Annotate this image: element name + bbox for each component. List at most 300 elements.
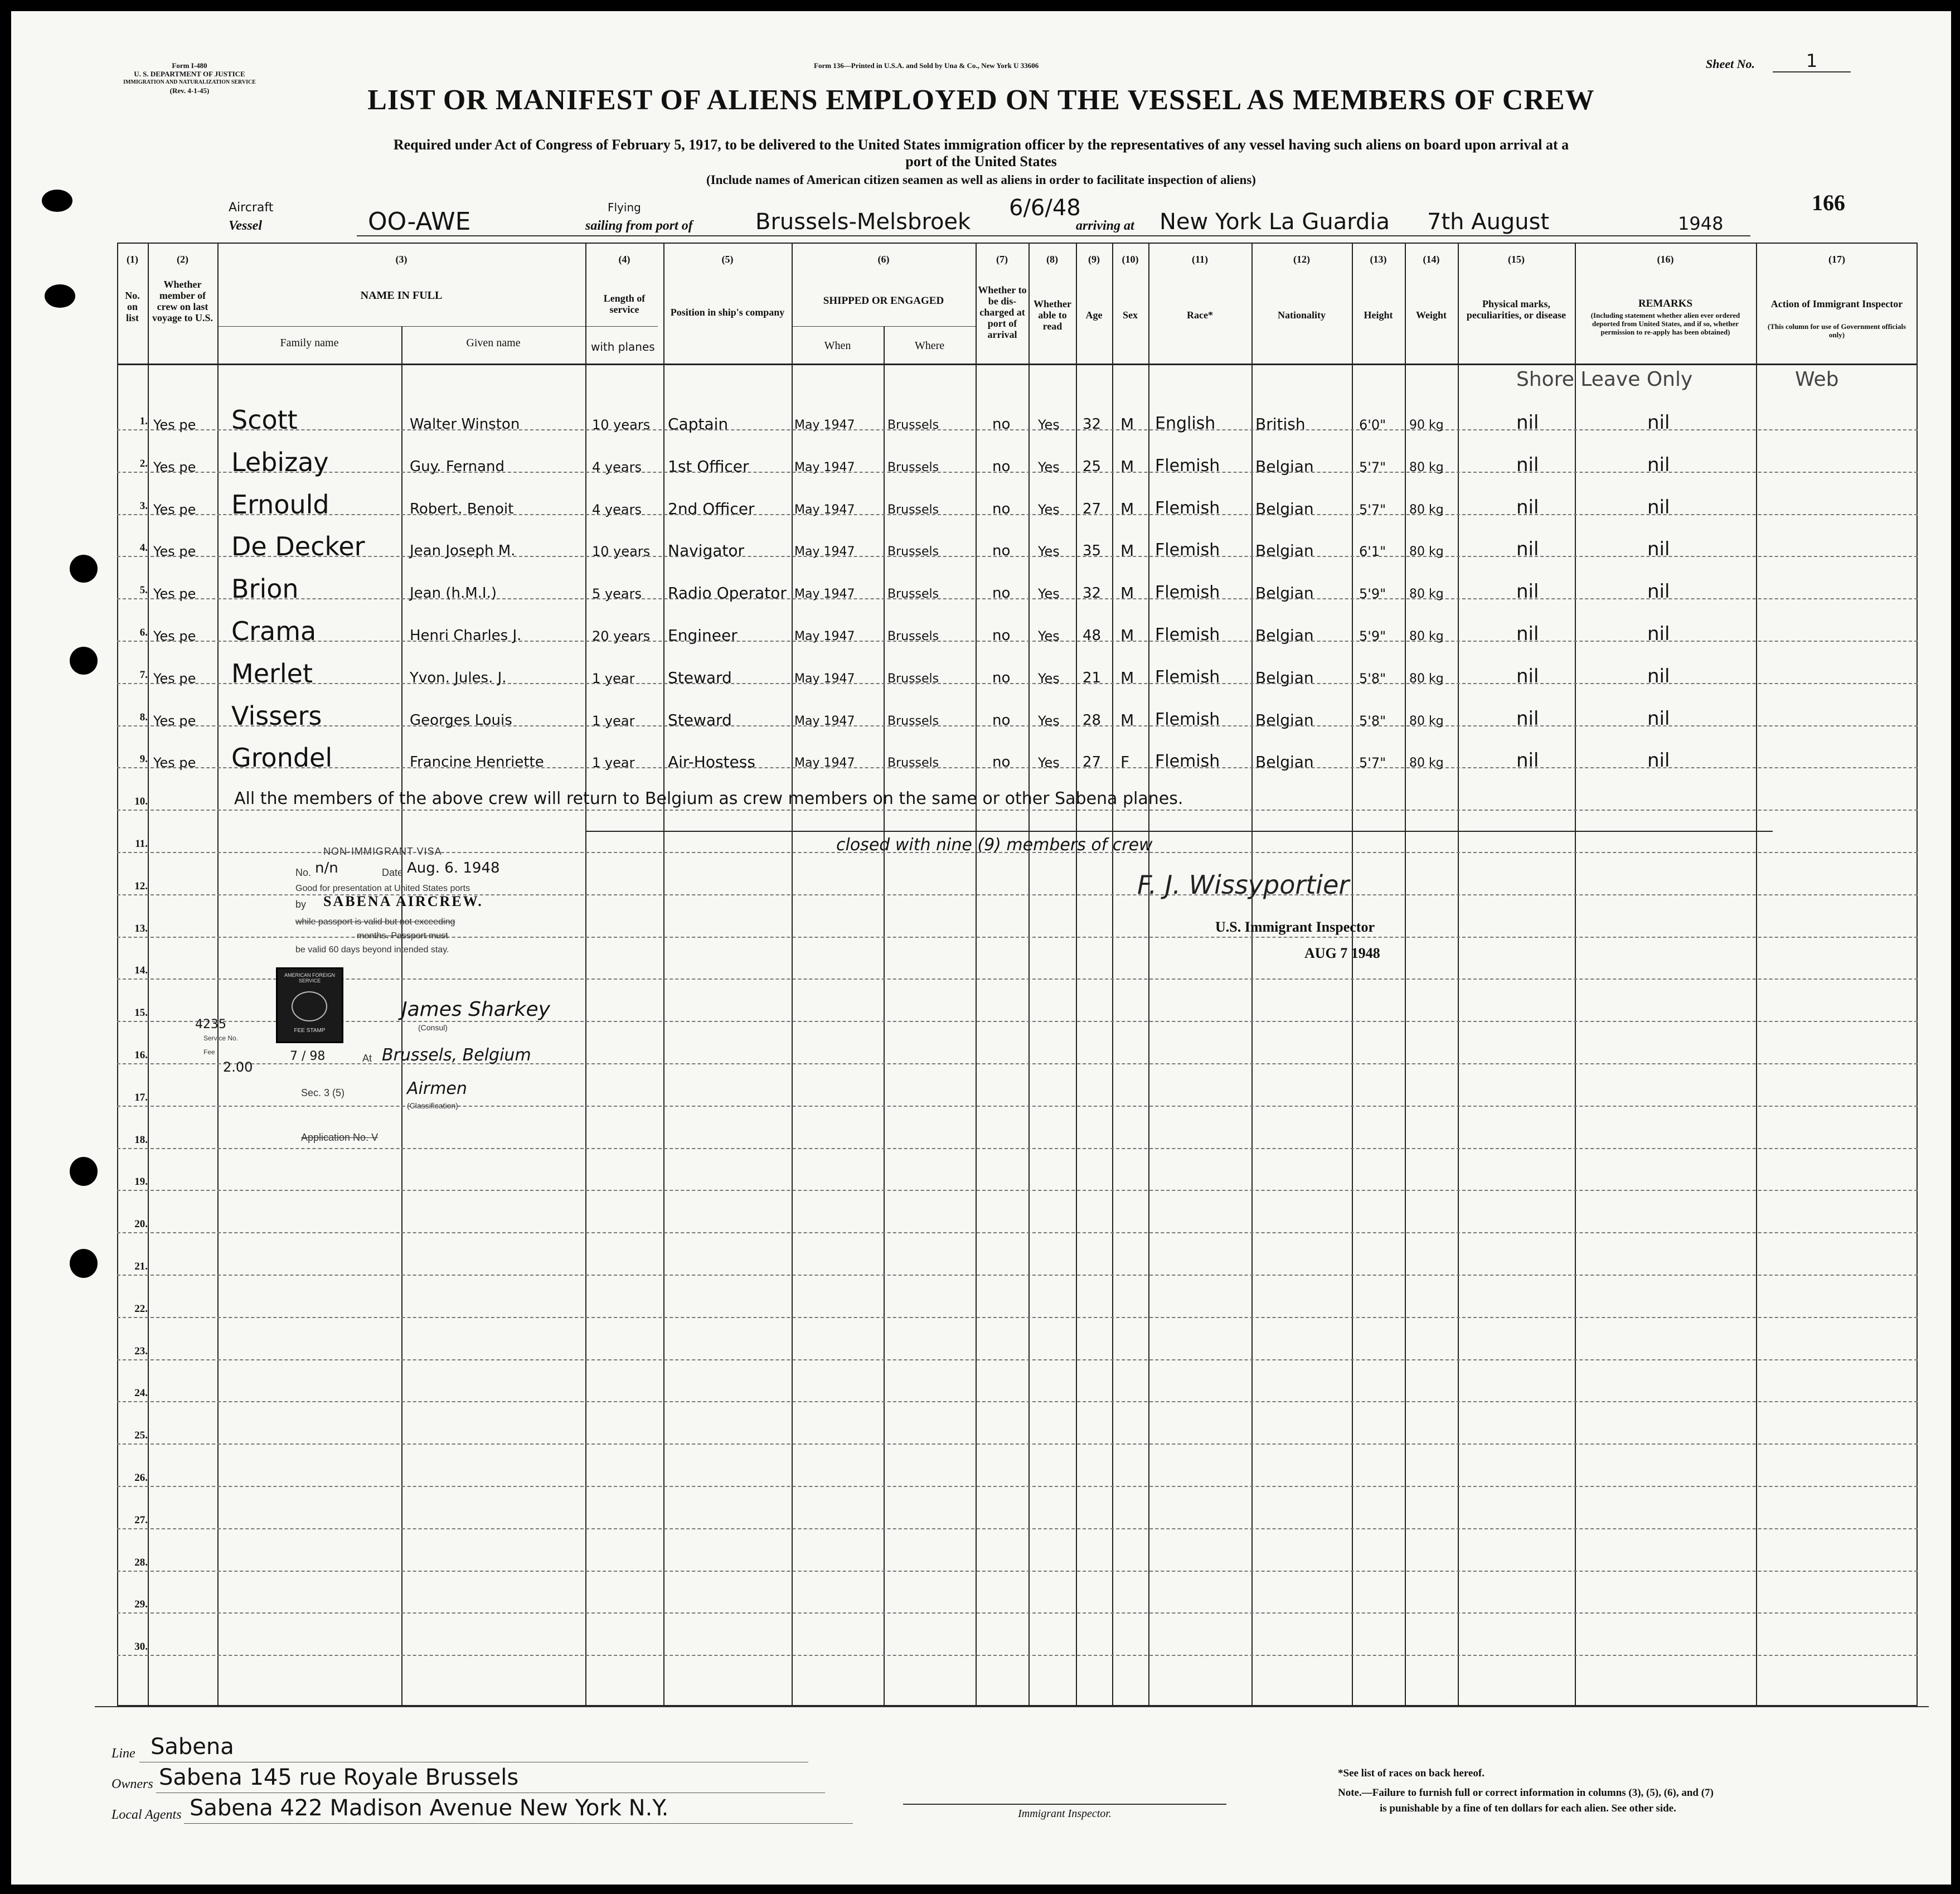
row-line <box>117 1190 1918 1191</box>
agents-value: Sabena 422 Madison Avenue New York N.Y. <box>190 1795 669 1821</box>
col-num-6: (6) <box>877 254 890 265</box>
visa-line-2: while passport is valid but not exceeding <box>295 917 455 927</box>
hdr-sex: Sex <box>1123 309 1138 321</box>
agents-label: Local Agents <box>111 1808 182 1822</box>
physical-marks-cell: nil <box>1516 623 1539 645</box>
shipped-where-cell: Brussels <box>887 714 939 728</box>
given-name-cell: Robert. Benoit <box>410 500 514 517</box>
fee-label: Fee <box>203 1048 215 1056</box>
row-line <box>117 1486 1918 1487</box>
arrival-year: 1948 <box>1678 213 1724 234</box>
able-to-read-cell: Yes <box>1038 670 1060 686</box>
classification-value: Airmen <box>407 1079 467 1098</box>
fee-value: 2.00 <box>223 1059 253 1075</box>
classification-label: (Classification) <box>407 1101 458 1110</box>
given-name-cell: Jean (h.M.I.) <box>410 585 497 602</box>
age-cell: 25 <box>1083 458 1102 475</box>
physical-marks-cell: nil <box>1516 580 1539 603</box>
remarks-cell: nil <box>1647 496 1670 519</box>
remarks-cell: nil <box>1647 580 1670 603</box>
sex-cell: M <box>1120 541 1134 560</box>
race-cell: Flemish <box>1155 456 1220 476</box>
able-to-read-cell: Yes <box>1038 544 1060 560</box>
able-to-read-cell: Yes <box>1038 628 1060 644</box>
nationality-cell: Belgian <box>1255 457 1314 476</box>
position-cell: Engineer <box>668 626 738 645</box>
weight-cell: 80 kg <box>1409 714 1444 728</box>
sex-cell: M <box>1120 415 1134 433</box>
vessel-handwritten: Aircraft <box>229 201 274 215</box>
given-name-cell: Henri Charles J. <box>410 627 522 644</box>
col-num-4: (4) <box>618 254 630 265</box>
department: U. S. DEPARTMENT OF JUSTICE <box>134 70 245 78</box>
position-cell: Air-Hostess <box>668 753 755 772</box>
given-name-cell: Guy. Fernand <box>410 458 504 475</box>
inspector-signature: F. J. Wissyportier <box>1137 870 1350 900</box>
row-number: 10. <box>134 796 148 808</box>
row-number: 7. <box>139 669 148 681</box>
shipped-when-cell: May 1947 <box>794 418 855 432</box>
service-cell: 5 years <box>592 586 642 602</box>
last-voyage-cell: Yes pe <box>153 628 196 644</box>
departure-date: 6/6/48 <box>1009 195 1081 221</box>
age-cell: 32 <box>1083 416 1102 433</box>
remarks-cell: nil <box>1647 411 1670 434</box>
page-title: LIST OR MANIFEST OF ALIENS EMPLOYED ON THE VESSEL AS MEMBERS OF CREW <box>367 84 1595 116</box>
hdr-height: Height <box>1364 309 1393 321</box>
footer-rule <box>95 1706 1929 1707</box>
fee-stamp-seal-icon <box>292 991 327 1021</box>
row-line <box>117 810 1918 811</box>
row-line <box>117 1655 1918 1656</box>
arrival-date: 7th August <box>1427 209 1550 235</box>
family-name-cell: Merlet <box>231 658 313 689</box>
sailing-label: sailing from port of <box>585 219 693 233</box>
row-line <box>117 1571 1918 1572</box>
row-line <box>117 1401 1918 1402</box>
age-cell: 35 <box>1083 542 1102 560</box>
race-cell: Flemish <box>1155 667 1220 687</box>
given-name-cell: Yvon. Jules. J. <box>410 669 507 686</box>
row-number: 5. <box>139 584 148 597</box>
row-number: 18. <box>134 1134 148 1146</box>
hdr-inspector-action: Action of Immigrant Inspector <box>1770 298 1903 309</box>
family-name-cell: Scott <box>231 405 298 435</box>
service-cell: 4 years <box>592 459 642 475</box>
col-num-1: (1) <box>127 254 138 265</box>
race-cell: English <box>1155 414 1216 433</box>
row-line <box>117 1232 1918 1233</box>
remarks-cell: nil <box>1647 538 1670 561</box>
position-cell: 2nd Officer <box>668 499 755 518</box>
fee-stamp-label: FEE STAMP <box>294 1028 326 1034</box>
row-line <box>117 1148 1918 1149</box>
remarks-cell: nil <box>1647 707 1670 730</box>
row-line <box>117 1612 1918 1614</box>
sailing-handwritten: Flying <box>608 201 641 214</box>
race-cell: Flemish <box>1155 625 1220 645</box>
shore-leave-note: Shore Leave Only <box>1516 368 1693 391</box>
col-num-17: (17) <box>1828 254 1845 265</box>
position-cell: 1st Officer <box>668 457 749 476</box>
visa-line-1: Good for presentation at United States ports <box>295 884 470 893</box>
discharged-cell: no <box>992 711 1011 729</box>
inspector-signature-line <box>903 1804 1226 1805</box>
position-cell: Radio Operator <box>668 584 787 603</box>
discharged-cell: no <box>992 458 1011 475</box>
col-num-14: (14) <box>1423 254 1440 265</box>
physical-marks-cell: nil <box>1516 665 1539 687</box>
visa-line-4: be valid 60 days beyond intended stay. <box>295 945 449 955</box>
footnote-races: *See list of races on back hereof. <box>1338 1767 1484 1779</box>
height-cell: 5'7" <box>1359 501 1386 517</box>
family-name-cell: Lebizay <box>231 447 329 477</box>
age-cell: 27 <box>1083 754 1102 771</box>
position-cell: Steward <box>668 710 732 729</box>
closed-note: closed with nine (9) members of crew <box>836 835 1153 855</box>
shipped-when-cell: May 1947 <box>794 545 855 559</box>
row-number: 16. <box>134 1049 148 1061</box>
arriving-port: New York La Guardia <box>1159 209 1390 235</box>
weight-cell: 80 kg <box>1409 756 1444 771</box>
shipped-where-cell: Brussels <box>887 502 939 517</box>
shipped-where-cell: Brussels <box>887 545 939 559</box>
col-num-3: (3) <box>395 254 407 265</box>
visa-date-label: Date <box>382 867 404 878</box>
row10-underline <box>585 831 1773 832</box>
weight-cell: 80 kg <box>1409 671 1444 686</box>
visa-line-3: months. Passport must <box>357 931 448 941</box>
discharged-cell: no <box>992 627 1011 644</box>
row-number: 23. <box>134 1345 148 1357</box>
sex-cell: F <box>1120 753 1130 772</box>
position-cell: Navigator <box>668 541 745 560</box>
page-stamp: 166 <box>1812 190 1845 215</box>
height-cell: 5'7" <box>1359 459 1386 475</box>
arriving-label: arriving at <box>1076 219 1134 233</box>
discharged-cell: no <box>992 500 1011 517</box>
at-label: At <box>362 1053 372 1064</box>
service-cell: 1 year <box>592 755 635 771</box>
binder-hole <box>70 1249 98 1278</box>
inspector-title: U.S. Immigrant Inspector <box>1215 919 1375 935</box>
hdr-remarks-sub: (Including statement whether alien ever ordered deported from United States, and if so, whether permission to re-apply has been obtained) <box>1590 311 1740 336</box>
row-line <box>117 1359 1918 1360</box>
shipped-when-cell: May 1947 <box>794 587 855 602</box>
height-cell: 5'9" <box>1359 628 1386 644</box>
given-name-cell: Jean Joseph M. <box>410 542 516 560</box>
row-number: 28. <box>134 1556 148 1568</box>
shipped-when-cell: May 1947 <box>794 714 855 728</box>
binder-hole <box>42 190 72 212</box>
col-num-13: (13) <box>1370 254 1387 265</box>
hdr-race: Race* <box>1187 309 1213 321</box>
row-number: 6. <box>139 627 148 638</box>
hdr-service-handwritten: with planes <box>591 340 655 353</box>
hdr-last-voyage: Whether member of crew on last voyage to U.S. <box>152 279 213 323</box>
row-number: 3. <box>139 500 148 512</box>
subtitle-3: (Include names of American citizen seamen as well as aliens in order to facilitate inspection of aliens) <box>706 173 1256 187</box>
hdr-position: Position in ship's company <box>670 307 785 318</box>
row-number: 25. <box>134 1430 148 1442</box>
physical-marks-cell: nil <box>1516 749 1539 772</box>
able-to-read-cell: Yes <box>1038 459 1060 475</box>
shipped-where-cell: Brussels <box>887 587 939 602</box>
col-num-16: (16) <box>1657 254 1674 265</box>
vessel-underline <box>357 235 1750 236</box>
race-cell: Flemish <box>1155 752 1220 772</box>
able-to-read-cell: Yes <box>1038 417 1060 433</box>
subtitle-1: Required under Act of Congress of February 5, 1917, to be delivered to the United States immigration officer by the representatives of any vessel having such aliens on board upon arrival at a <box>393 137 1569 153</box>
col-num-5: (5) <box>721 254 734 265</box>
physical-marks-cell: nil <box>1516 707 1539 730</box>
height-cell: 5'8" <box>1359 713 1386 729</box>
position-cell: Steward <box>668 668 732 687</box>
row-number: 4. <box>139 542 148 554</box>
race-cell: Flemish <box>1155 498 1220 518</box>
able-to-read-cell: Yes <box>1038 755 1060 771</box>
row-number: 22. <box>134 1302 148 1315</box>
family-name-cell: Crama <box>231 616 317 646</box>
hdr-discharged: Whether to be dis-charged at port of arrival <box>978 284 1027 340</box>
row-number: 27. <box>134 1514 148 1526</box>
name-sub-rule <box>217 326 658 327</box>
line-value: Sabena <box>151 1734 234 1760</box>
nationality-cell: Belgian <box>1255 584 1314 603</box>
hdr-where: Where <box>914 340 945 352</box>
nationality-cell: Belgian <box>1255 668 1314 687</box>
position-cell: Captain <box>668 415 729 433</box>
weight-cell: 90 kg <box>1409 418 1444 432</box>
col-divider <box>884 326 885 1706</box>
row-line <box>117 1528 1918 1529</box>
last-voyage-cell: Yes pe <box>153 544 196 560</box>
nationality-cell: British <box>1255 415 1306 433</box>
row-line <box>117 1021 1918 1022</box>
sex-cell: M <box>1120 668 1134 687</box>
hdr-weight: Weight <box>1415 309 1447 321</box>
given-name-cell: Francine Henriette <box>410 754 544 771</box>
last-voyage-cell: Yes pe <box>153 670 196 686</box>
footnote-penalty-1: Note.—Failure to furnish full or correct information in columns (3), (5), (6), and (7) <box>1338 1787 1714 1799</box>
row-number: 30. <box>134 1641 148 1653</box>
binder-hole <box>45 284 75 308</box>
binder-hole <box>70 1157 98 1186</box>
hdr-age: Age <box>1085 309 1103 321</box>
service: IMMIGRATION AND NATURALIZATION SERVICE <box>123 79 256 85</box>
vessel-name: OO-AWE <box>368 207 471 236</box>
line-label: Line <box>111 1746 135 1761</box>
service-no-label: Service No. <box>203 1034 239 1042</box>
hdr-inspector-sub: (This column for use of Government officials only) <box>1767 322 1906 339</box>
row-number: 14. <box>134 965 148 977</box>
visa-by-label: by <box>295 899 307 910</box>
row-number: 20. <box>134 1218 148 1231</box>
shipped-when-cell: May 1947 <box>794 629 855 643</box>
family-name-cell: Grondel <box>231 743 333 773</box>
service-cell: 10 years <box>592 417 651 433</box>
col-num-2: (2) <box>177 254 188 265</box>
sex-cell: M <box>1120 499 1134 518</box>
age-cell: 21 <box>1083 669 1102 686</box>
discharged-cell: no <box>992 754 1011 771</box>
owners-value: Sabena 145 rue Royale Brussels <box>159 1765 519 1790</box>
age-cell: 32 <box>1083 585 1102 602</box>
shipped-where-cell: Brussels <box>887 671 939 686</box>
discharged-cell: no <box>992 669 1011 686</box>
fee-stamp-text: AMERICAN FOREIGN SERVICE <box>284 972 335 984</box>
inspector-signature-label: Immigrant Inspector. <box>1018 1808 1112 1820</box>
height-cell: 5'8" <box>1359 670 1386 686</box>
tariff-number: 7 / 98 <box>290 1049 326 1063</box>
shipped-when-cell: May 1947 <box>794 671 855 686</box>
sheet-number: 1 <box>1773 50 1851 72</box>
weight-cell: 80 kg <box>1409 587 1444 602</box>
shipped-where-cell: Brussels <box>887 756 939 771</box>
able-to-read-cell: Yes <box>1038 501 1060 517</box>
hdr-given-name: Given name <box>466 337 521 349</box>
row-number: 26. <box>134 1472 148 1484</box>
service-cell: 1 year <box>592 713 635 729</box>
height-cell: 5'9" <box>1359 586 1386 602</box>
at-value: Brussels, Belgium <box>382 1045 531 1065</box>
physical-marks-cell: nil <box>1516 453 1539 476</box>
row-number: 8. <box>139 711 148 723</box>
printer-line: Form 136—Printed in U.S.A. and Sold by Una & Co., New York U 33606 <box>814 61 1039 70</box>
row-line <box>117 1106 1918 1107</box>
service-cell: 1 year <box>592 670 635 686</box>
physical-marks-cell: nil <box>1516 538 1539 561</box>
sheet-label: Sheet No. <box>1706 57 1755 71</box>
hdr-physical-marks: Physical marks, peculiarities, or disease <box>1466 298 1566 321</box>
inspection-date: AUG 7 1948 <box>1304 945 1380 961</box>
fee-number: 4235 <box>195 1018 226 1031</box>
given-name-cell: Georges Louis <box>410 711 512 729</box>
last-voyage-cell: Yes pe <box>153 586 196 602</box>
shipped-when-cell: May 1947 <box>794 460 855 474</box>
visa-heading: NON-IMMIGRANT VISA <box>323 846 442 857</box>
last-voyage-cell: Yes pe <box>153 755 196 771</box>
visa-no-value: n/n <box>315 860 338 876</box>
owners-label: Owners <box>111 1777 153 1791</box>
sex-cell: M <box>1120 584 1134 603</box>
nationality-cell: Belgian <box>1255 753 1314 772</box>
height-cell: 6'1" <box>1359 544 1386 560</box>
nationality-cell: Belgian <box>1255 541 1314 560</box>
binder-hole <box>70 555 98 583</box>
last-voyage-cell: Yes pe <box>153 713 196 729</box>
row-number: 2. <box>139 457 148 469</box>
shipped-where-cell: Brussels <box>887 629 939 643</box>
visa-no-label: No. <box>295 867 312 878</box>
age-cell: 48 <box>1083 627 1102 644</box>
visa-by-value: SABENA AIRCREW. <box>323 893 483 909</box>
shipped-where-cell: Brussels <box>887 418 939 432</box>
nationality-cell: Belgian <box>1255 626 1314 645</box>
col-num-7: (7) <box>996 254 1008 265</box>
remarks-cell: nil <box>1647 665 1670 687</box>
sex-cell: M <box>1120 457 1134 476</box>
col-num-11: (11) <box>1192 254 1208 265</box>
height-cell: 5'7" <box>1359 755 1386 771</box>
row-line <box>117 1443 1918 1445</box>
vessel-label: Vessel <box>229 219 262 233</box>
family-name-cell: De Decker <box>231 531 365 562</box>
age-cell: 27 <box>1083 500 1102 517</box>
weight-cell: 80 kg <box>1409 502 1444 517</box>
discharged-cell: no <box>992 542 1011 560</box>
footnote-penalty-2: is punishable by a fine of ten dollars for each alien. See other side. <box>1380 1803 1676 1814</box>
application-no: Application No. V <box>301 1132 379 1143</box>
col-num-10: (10) <box>1122 254 1139 265</box>
sex-cell: M <box>1120 710 1134 729</box>
row-number: 12. <box>134 880 148 892</box>
row10-note: All the members of the above crew will return to Belgium as crew members on the same or other Sabena planes. <box>234 789 1183 808</box>
header-bottom-rule <box>117 364 1918 365</box>
manifest-sheet <box>11 11 1951 1885</box>
remarks-cell: nil <box>1647 749 1670 772</box>
physical-marks-cell: nil <box>1516 411 1539 434</box>
row-number: 24. <box>134 1387 148 1399</box>
service-cell: 10 years <box>592 544 651 560</box>
hdr-able-to-read: Whether able to read <box>1034 298 1071 332</box>
hdr-nationality: Nationality <box>1277 309 1326 321</box>
weight-cell: 80 kg <box>1409 460 1444 474</box>
service-cell: 4 years <box>592 501 642 517</box>
family-name-cell: Vissers <box>231 700 322 731</box>
race-cell: Flemish <box>1155 709 1220 729</box>
row-number: 29. <box>134 1598 148 1611</box>
row-number: 13. <box>134 922 148 934</box>
shipped-when-cell: May 1947 <box>794 756 855 771</box>
last-voyage-cell: Yes pe <box>153 501 196 517</box>
physical-marks-cell: nil <box>1516 496 1539 519</box>
row-line <box>117 1317 1918 1318</box>
hdr-name-in-full: NAME IN FULL <box>360 289 443 302</box>
family-name-cell: Ernould <box>231 489 329 520</box>
race-cell: Flemish <box>1155 583 1220 603</box>
row-line <box>117 1275 1918 1276</box>
able-to-read-cell: Yes <box>1038 586 1060 602</box>
remarks-cell: nil <box>1647 453 1670 476</box>
weight-cell: 80 kg <box>1409 629 1444 643</box>
fee-stamp <box>276 967 343 1043</box>
form-number: Form I-480 <box>172 61 207 70</box>
row-line <box>117 979 1918 980</box>
section-label: Sec. 3 (5) <box>301 1087 345 1098</box>
row-number: 9. <box>139 753 148 766</box>
remarks-cell: nil <box>1647 623 1670 645</box>
hdr-shipped-or-engaged: SHIPPED OR ENGAGED <box>823 295 944 307</box>
col-num-9: (9) <box>1088 254 1100 265</box>
hdr-no-on-list: No. on list <box>125 290 140 323</box>
race-cell: Flemish <box>1155 540 1220 560</box>
revision: (Rev. 4-1-45) <box>169 86 210 95</box>
last-voyage-cell: Yes pe <box>153 459 196 475</box>
row-number: 17. <box>134 1091 148 1103</box>
nationality-cell: Belgian <box>1255 499 1314 518</box>
inspector-initial: Web <box>1795 368 1839 391</box>
height-cell: 6'0" <box>1359 417 1386 433</box>
hdr-when: When <box>824 340 851 352</box>
row-number: 21. <box>134 1261 148 1272</box>
shipped-where-cell: Brussels <box>887 460 939 474</box>
consul-signature: James Sharkey <box>401 998 550 1021</box>
col-num-15: (15) <box>1508 254 1525 265</box>
weight-cell: 80 kg <box>1409 545 1444 559</box>
row-number: 19. <box>134 1176 148 1188</box>
hdr-family-name: Family name <box>280 337 339 349</box>
